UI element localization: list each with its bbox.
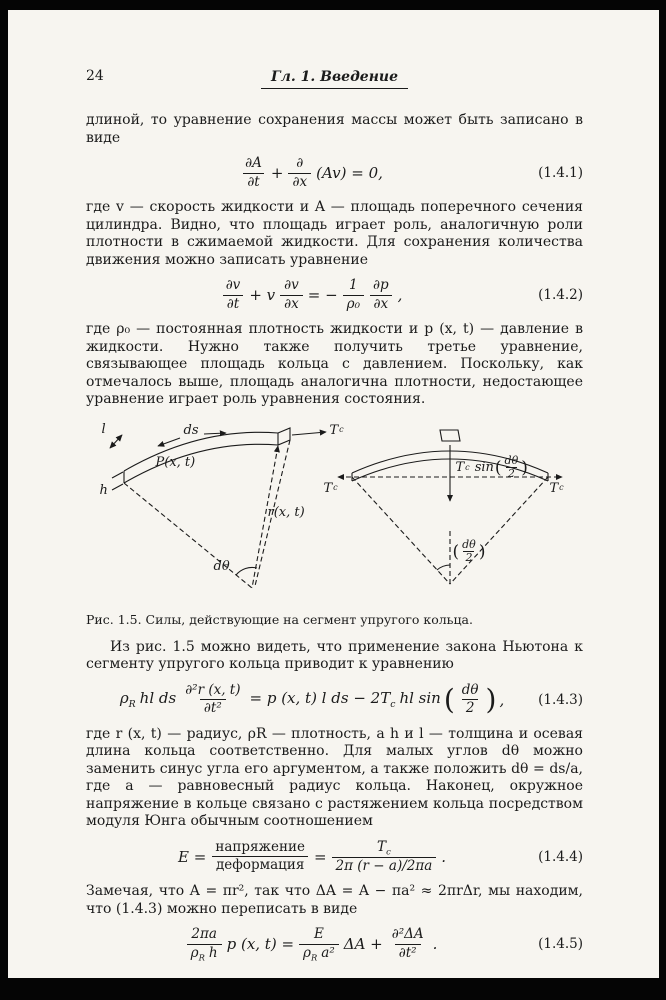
paragraph-3: где ρ₀ — постоянная плотность жидкости и p (x, t) — давление в жидкости. Нужно также получить третье уравнение, связывающее площадь кольца с давлением. Поскольку, как отмечалось выше, площадь аналогична плотности, недостающее уравнение играет роль уравнения состояния. — [86, 321, 583, 408]
pressure-label: P(x, t) — [155, 454, 196, 470]
term: p (x, t) = — [226, 935, 295, 954]
length-label: l — [101, 421, 106, 437]
figure-caption: Рис. 1.5. Силы, действующие на сегмент упругого кольца. — [86, 611, 473, 627]
operator: + — [270, 164, 284, 183]
fraction: $\frac{\partial A}{\partial t}$ — [245, 155, 262, 190]
h-tick-bottom — [112, 484, 123, 490]
radius-line-left — [124, 483, 252, 588]
fraction: $\frac{2\pi a}{\rho_R h}$ — [187, 927, 222, 962]
equation-tail: . — [441, 847, 447, 866]
peak-segment-box — [440, 430, 460, 441]
ds-arrow-right — [204, 433, 226, 434]
figure-1-5 — [100, 421, 570, 606]
fraction: $\frac{\text{∂²ΔA}}{\text{∂t²}}$ — [391, 926, 424, 961]
equation-body — [86, 840, 538, 875]
thickness-label: h — [99, 482, 108, 498]
equation-body — [86, 927, 538, 962]
equation-1-4-4 — [86, 840, 583, 875]
paragraph-6: Замечая, что A = πr², так что ΔA = A − πa² ≈ 2πrΔr, мы находим, что (1.4.3) можно переписать в виде — [86, 883, 583, 917]
h-tick-top — [112, 472, 123, 478]
running-head — [86, 66, 583, 88]
close-paren: ) — [485, 682, 497, 716]
term: E = — [178, 847, 207, 866]
operator: + v — [249, 286, 276, 305]
fraction: $\frac{\text{∂²r (x, t)}}{\text{∂t²}}$ — [185, 681, 241, 717]
fraction: $\frac{\partial p}{\partial x}$ — [369, 278, 393, 312]
radius-label: r(x, t) — [267, 504, 305, 520]
fraction: $\frac{\text{напряжение}}{\text{деформация}}$ — [211, 840, 309, 874]
equation-1-4-3 — [86, 683, 583, 717]
fraction: $\frac{\partial v}{\partial t}$ — [222, 278, 245, 312]
fraction: $\frac{\partial}{\partial x}$ — [288, 156, 311, 190]
equation-tail: (Av) = 0, — [316, 164, 383, 183]
equation-body — [86, 278, 538, 312]
term: ΔA + — [343, 935, 383, 954]
equation-number: (1.4.2) — [538, 287, 583, 304]
paragraph-2: где v — скорость жидкости и A — площадь поперечного сечения цилиндра. Видно, что площадь играет роль, аналогичную роли плотности в сжимаемой жидкости. Для сохранения количества движения можно записать уравнение — [86, 199, 583, 268]
tension-label-left: T c — [323, 480, 338, 496]
tension-arrow — [292, 432, 326, 435]
chapter-header: Гл. 1. Введение — [261, 69, 408, 89]
operator: = − — [307, 286, 338, 305]
half-angle-arc — [437, 565, 450, 570]
equation-1-4-2 — [86, 278, 583, 312]
fraction: $\frac{d\theta}{2}$ — [504, 453, 519, 481]
chord-right — [450, 477, 548, 584]
term: $\rho_R$ hl ds — [119, 689, 177, 711]
term: = p (x, t) l ds − $2T_c$ hl sin — [249, 689, 441, 711]
page-number: 24 — [86, 68, 104, 84]
fraction: $\frac{\partial v}{\partial x}$ — [280, 278, 303, 312]
ds-arrow-left — [158, 438, 180, 446]
equation-number: (1.4.3) — [538, 691, 583, 708]
tension-label-right: T c — [549, 480, 564, 496]
equation-1-4-1 — [86, 156, 583, 190]
equation-number: (1.4.4) — [538, 848, 583, 865]
right-diagram — [338, 430, 562, 584]
paragraph-1: длиной, то уравнение сохранения массы может быть записано в виде — [86, 112, 583, 146]
half-angle-label: ( $\frac{d\theta}{2}$ ) — [452, 537, 486, 565]
ring-segment-bottom-edge — [124, 444, 278, 483]
equation-tail: , — [397, 286, 403, 305]
l-arrow — [110, 435, 122, 448]
figure-drawing — [100, 421, 570, 606]
fraction: $\frac{1}{\text{ρ₀}}$ — [343, 278, 364, 312]
fraction: $\frac{d\theta}{2}$ — [462, 537, 476, 565]
equation-number: (1.4.1) — [538, 165, 583, 182]
fraction: $\frac{T_c}{2\pi (r - a)/2\pi a}$ — [332, 840, 437, 875]
angle-label: dθ — [213, 558, 230, 574]
equation-1-4-5 — [86, 927, 583, 962]
equation-number: (1.4.5) — [538, 936, 583, 953]
fraction: $\frac{E}{\rho_R a^2}$ — [299, 927, 339, 962]
segment-cross-section — [278, 428, 290, 445]
angle-arc — [236, 567, 257, 575]
paragraph-5: где r (x, t) — радиус, ρR — плотность, а h и l — толщина и осевая длина кольца соответственно. Для малых углов dθ можно заменить синус угла его аргументом, а также положить dθ = ds/a, где a — равновесный радиус кольца. Наконец, окружное напряжение в кольце связано с растяжением кольца посредством модуля Юнга обычным соотношением — [86, 725, 583, 830]
chord-left — [352, 477, 450, 584]
tension-label-left-diagram: T c — [329, 422, 344, 438]
fraction: $\frac{d\theta}{2}$ — [461, 681, 479, 717]
equation-tail: , — [499, 690, 505, 709]
equation-body — [86, 156, 538, 190]
tension-component-label: T c sin ( $\frac{d\theta}{2}$ ) — [455, 453, 528, 481]
book-page — [8, 10, 659, 978]
open-paren: ( — [443, 682, 455, 716]
operator: = — [313, 847, 327, 866]
paragraph-4: Из рис. 1.5 можно видеть, что применение закона Ньютона к сегменту упругого кольца приводит к уравнению — [86, 638, 583, 673]
arc-element-label: ds — [183, 422, 199, 438]
equation-body — [86, 683, 538, 717]
equation-tail: . — [432, 935, 438, 954]
